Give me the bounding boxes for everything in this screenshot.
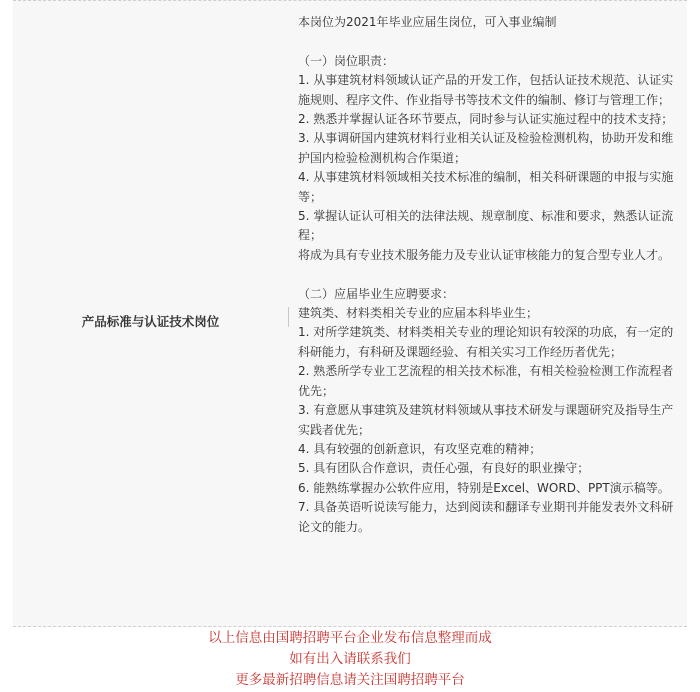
requirement-item: 建筑类、材料类相关专业的应届本科毕业生； [298,306,539,321]
source-footer [0,628,700,691]
requirements-heading: （二）应届毕业生应聘要求： [298,286,455,301]
duty-item: 3. 从事调研国内建筑材料行业相关认证及检验检测机构，协助开发和维护国内检验检测机构合作渠道； [298,131,674,165]
description-cell [298,13,682,537]
position-title: 产品标准与认证技术岗位 [81,314,220,329]
intro-text: 本岗位为2021年毕业应届生岗位，可入事业编制 [298,15,557,29]
duty-item: 1. 从事建筑材料领域认证产品的开发工作，包括认证技术规范、认证实施规则、程序文件、作业指导书等技术文件的编制、修订与管理工作； [298,73,674,107]
duty-item: 5. 掌握认证认可相关的法律法规、规章制度、标准和要求，熟悉认证流程； [298,209,674,243]
requirement-item: 7. 具备英语听说读写能力，达到阅读和翻译专业期刊并能发表外文科研论文的能力。 [298,500,674,534]
duty-item: 2. 熟悉并掌握认证各环节要点，同时参与认证实施过程中的技术支持； [298,112,674,127]
requirement-item: 6. 能熟练掌握办公软件应用，特别是Excel、WORD、PPT演示稿等。 [298,480,670,495]
position-cell [13,1,288,626]
requirement-item: 1. 对所学建筑类、材料类相关专业的理论知识有较深的功底，有一定的科研能力，有科研及课题经验、有相关实习工作经历者优先； [298,325,674,359]
spacer [298,32,682,51]
duties-heading: （一）岗位职责： [298,53,395,68]
job-table [13,0,687,627]
requirement-item: 4. 具有较强的创新意识，有攻坚克难的精神； [298,441,542,456]
requirement-item: 2. 熟悉所学专业工艺流程的相关技术标准，有相关检验检测工作流程者优先； [298,364,674,398]
duty-item: 4. 从事建筑材料领域相关技术标准的编制，相关科研课题的申报与实施等； [298,170,674,204]
requirement-item: 5. 具有团队合作意识，责任心强，有良好的职业操守； [298,461,590,476]
footer-line-source: 以上信息由国聘招聘平台企业发布信息整理而成 [208,630,492,646]
requirement-item: 3. 有意愿从事建筑及建筑材料领域从事技术研发与课题研究及指导生产实践者优先； [298,403,674,437]
spacer [298,265,682,284]
footer-line-follow: 更多最新招聘信息请关注国聘招聘平台 [235,672,465,688]
footer-line-contact: 如有出入请联系我们 [289,651,411,667]
duty-summary: 将成为具有专业技术服务能力及专业认证审核能力的复合型专业人才。 [298,247,671,262]
cell-divider [288,307,289,327]
